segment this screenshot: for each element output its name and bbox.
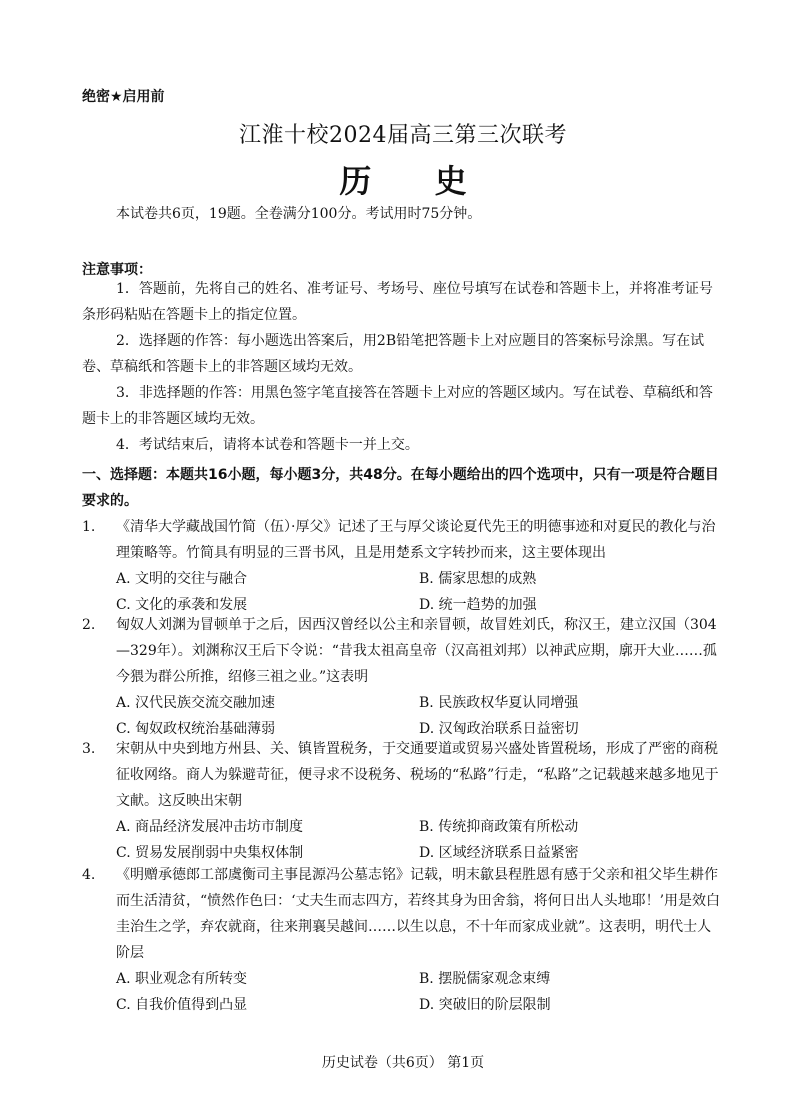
notice-item-text: 2．选择题的作答：每小题选出答案后，用2B铅笔把答题卡上对应题目的答案标号涂黑。写在试卷、草稿纸和答题卡上的非答题区域均无效。	[82, 333, 705, 375]
option-c: C. 贸易发展削弱中央集权体制	[116, 845, 304, 861]
option-d: D. 突破旧的阶层限制	[419, 997, 551, 1013]
option-c: C. 匈奴政权统治基础薄弱	[116, 721, 276, 737]
question-options	[116, 814, 725, 866]
question-number: 1.	[82, 519, 96, 535]
question-options	[116, 566, 725, 618]
question-options	[116, 690, 725, 742]
option-d: D. 汉匈政治联系日益密切	[419, 721, 579, 737]
confidential-mark: 绝密★启用前	[82, 89, 165, 105]
question-2	[82, 612, 725, 742]
option-b: B. 摆脱儒家观念束缚	[419, 971, 551, 987]
notice-item-text: 3．非选择题的作答：用黑色签字笔直接答在答题卡上对应的答题区域内。写在试卷、草稿纸和答题卡上的非答题区域均无效。	[82, 385, 713, 427]
question-4	[82, 862, 725, 1018]
question-number: 4.	[82, 867, 96, 883]
section-heading: 一、选择题：本题共16小题，每小题3分，共48分。在每小题给出的四个选项中，只有一项是符合题目要求的。	[82, 467, 719, 509]
option-d: D. 区域经济联系日益紧密	[419, 845, 579, 861]
question-number: 2.	[82, 617, 96, 633]
option-a: A. 职业观念有所转变	[116, 971, 248, 987]
notice-item	[82, 432, 725, 458]
question-3	[82, 736, 725, 866]
option-a: A. 文明的交往与融合	[116, 571, 248, 587]
subject-title	[0, 156, 806, 202]
option-d: D. 统一趋势的加强	[419, 597, 537, 613]
exam-intro: 本试卷共6页，19题。全卷满分100分。考试用时75分钟。	[116, 206, 482, 222]
question-1	[82, 514, 725, 618]
question-stem: 匈奴人刘渊为冒顿单于之后，因西汉曾经以公主和亲冒顿，故冒姓刘氏，称汉王，建立汉国（304—329年）。刘渊称汉王后下令说：“昔我太祖高皇帝（汉高祖刘邦）以神武应期，廓开大业……孤今猥为群公所推，绍修三祖之业。”这表明	[116, 617, 717, 685]
option-b: B. 儒家思想的成熟	[419, 571, 537, 587]
option-a: A. 商品经济发展冲击坊市制度	[116, 819, 304, 835]
question-stem: 宋朝从中央到地方州县、关、镇皆置税务，于交通要道或贸易兴盛处皆置税场，形成了严密的商税征收网络。商人为躲避苛征，便寻求不设税务、税场的“私路”行走，“私路”之记载越来越多地见于文献。这反映出宋朝	[116, 741, 719, 809]
question-options	[116, 966, 725, 1018]
option-c: C. 自我价值得到凸显	[116, 997, 248, 1013]
question-number: 3.	[82, 741, 96, 757]
notice-item	[82, 328, 725, 380]
notice-item	[82, 276, 725, 328]
option-a: A. 汉代民族交流交融加速	[116, 695, 276, 711]
exam-title: 江淮十校2024届高三第三次联考	[239, 123, 567, 148]
question-stem: 《清华大学藏战国竹简（伍）·厚父》记述了王与厚父谈论夏代先王的明德事迹和对夏民的教化与治理策略等。竹简具有明显的三晋书风，且是用楚系文字转抄而来，这主要体现出	[116, 519, 716, 561]
subject-label: 历 史	[339, 162, 493, 200]
question-stem: 《明赠承德郎工部虞衡司主事昆源冯公墓志铭》记载，明末歙县程胜恩有感于父亲和祖父毕生耕作而生活清贫，“愤然作色曰：‘丈夫生而志四方，若终其身为田舍翁，将何日出人头地耶！’用是效白圭治生之学，弃农就商，往来荆襄吴越间……以生以息，不十年而家成业就”。这表明，明代士人阶层	[116, 867, 721, 961]
option-c: C. 文化的承袭和发展	[116, 597, 248, 613]
notice-heading: 注意事项：	[82, 262, 152, 278]
option-b: B. 民族政权华夏认同增强	[419, 695, 579, 711]
notice-item	[82, 380, 725, 432]
option-b: B. 传统抑商政策有所松动	[419, 819, 579, 835]
notice-item-text: 4．考试结束后，请将本试卷和答题卡一并上交。	[116, 437, 419, 453]
page-footer: 历史试卷（共6页） 第1页	[321, 1055, 485, 1071]
notice-item-text: 1．答题前，先将自己的姓名、准考证号、考场号、座位号填写在试卷和答题卡上，并将准考证号条形码粘贴在答题卡上的指定位置。	[82, 281, 713, 323]
